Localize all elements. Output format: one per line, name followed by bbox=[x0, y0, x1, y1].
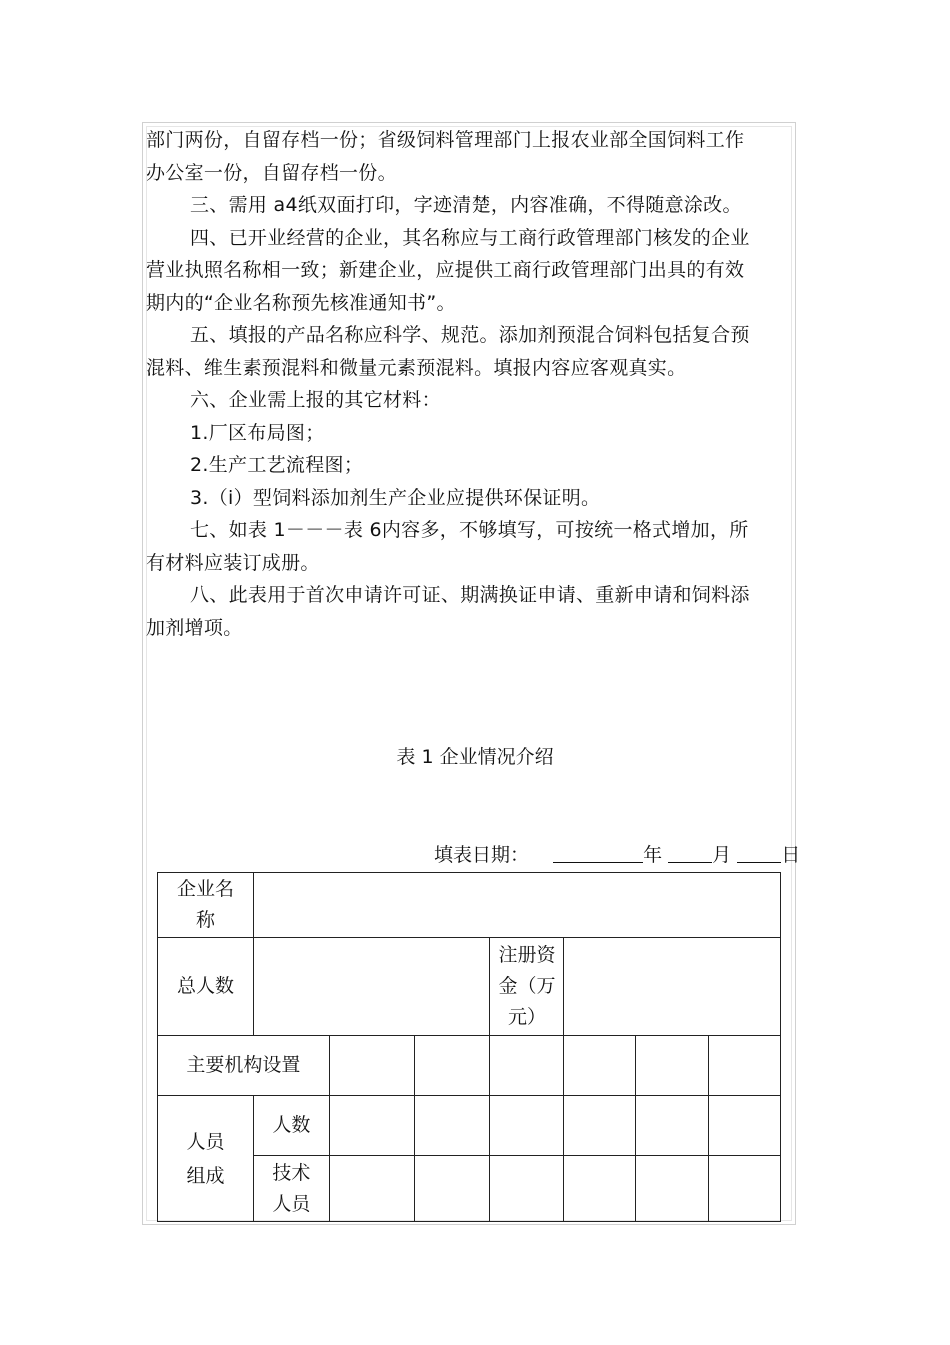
fill-date-label: 填表日期： bbox=[434, 844, 530, 866]
technical-staff-label: 技术人员 bbox=[272, 1161, 311, 1215]
headcount-label: 人数 bbox=[272, 1114, 311, 1136]
company-info-table bbox=[157, 872, 781, 1222]
technical-staff-cell-6[interactable] bbox=[709, 1156, 781, 1222]
company-name-label: 企业名称 bbox=[176, 878, 234, 931]
headcount-cell-2[interactable] bbox=[414, 1096, 490, 1156]
month-field[interactable] bbox=[668, 842, 712, 863]
headcount-label-cell bbox=[253, 1096, 329, 1156]
main-org-cell-4[interactable] bbox=[564, 1036, 636, 1096]
main-org-cell-3[interactable] bbox=[490, 1036, 564, 1096]
paragraph-item-6: 六、企业需上报的其它材料： bbox=[190, 389, 441, 411]
company-name-input[interactable] bbox=[253, 873, 780, 938]
registered-capital-input[interactable] bbox=[564, 938, 781, 1036]
technical-staff-cell-4[interactable] bbox=[564, 1156, 636, 1222]
main-org-cell-5[interactable] bbox=[636, 1036, 709, 1096]
registered-capital-label-cell bbox=[490, 938, 564, 1036]
year-label: 年 bbox=[643, 844, 663, 866]
fill-date-line bbox=[434, 841, 800, 869]
headcount-cell-4[interactable] bbox=[564, 1096, 636, 1156]
total-staff-label-cell bbox=[158, 938, 254, 1036]
list-item-1: 1.厂区布局图； bbox=[190, 421, 325, 444]
paragraph-item-4: 四、已开业经营的企业，其名称应与工商行政管理部门核发的企业营业执照名称相一致；新建企业，应提供工商行政管理部门出具的有效期内的“企业名称预先核准通知书”。 bbox=[146, 226, 750, 314]
main-org-cell-1[interactable] bbox=[329, 1036, 414, 1096]
headcount-cell-5[interactable] bbox=[636, 1096, 709, 1156]
list-item-3: 3.（i）型饲料添加剂生产企业应提供环保证明。 bbox=[190, 486, 601, 509]
headcount-cell-6[interactable] bbox=[709, 1096, 781, 1156]
technical-staff-cell-1[interactable] bbox=[329, 1156, 414, 1222]
main-org-label: 主要机构设置 bbox=[186, 1054, 301, 1076]
year-field[interactable] bbox=[553, 842, 643, 863]
day-label: 日 bbox=[781, 844, 801, 866]
main-org-cell-2[interactable] bbox=[414, 1036, 490, 1096]
registered-capital-label: 注册资金（万元） bbox=[498, 944, 556, 1028]
paragraph-item-8: 八、此表用于首次申请许可证、期满换证申请、重新申请和饲料添加剂增项。 bbox=[146, 584, 750, 639]
staff-composition-label: 人员组成 bbox=[186, 1130, 225, 1187]
paragraph-item-7: 七、如表 1－－－表 6内容多，不够填写，可按统一格式增加，所有材料应装订成册。 bbox=[146, 519, 749, 574]
headcount-cell-1[interactable] bbox=[329, 1096, 414, 1156]
table-title: 表 1 企业情况介绍 bbox=[396, 746, 554, 768]
technical-staff-cell-2[interactable] bbox=[414, 1156, 490, 1222]
total-staff-input[interactable] bbox=[253, 938, 490, 1036]
headcount-cell-3[interactable] bbox=[490, 1096, 564, 1156]
day-field[interactable] bbox=[737, 842, 781, 863]
main-org-label-cell bbox=[158, 1036, 330, 1096]
paragraph-item-5: 五、填报的产品名称应科学、规范。添加剂预混合饲料包括复合预混料、维生素预混料和微量元素预混料。填报内容应客观真实。 bbox=[146, 324, 750, 379]
list-item-2: 2.生产工艺流程图； bbox=[190, 454, 364, 476]
technical-staff-label-cell bbox=[253, 1156, 329, 1222]
staff-composition-label-cell bbox=[158, 1096, 254, 1222]
technical-staff-cell-5[interactable] bbox=[636, 1156, 709, 1222]
paragraph-continuation: 部门两份，自留存档一份；省级饲料管理部门上报农业部全国饲料工作办公室一份，自留存档一份。 bbox=[146, 129, 745, 184]
technical-staff-cell-3[interactable] bbox=[490, 1156, 564, 1222]
month-label: 月 bbox=[712, 844, 732, 866]
paragraph-item-3: 三、需用 a4纸双面打印，字迹清楚，内容准确，不得随意涂改。 bbox=[190, 194, 742, 216]
company-name-label-cell bbox=[158, 873, 254, 938]
total-staff-label: 总人数 bbox=[176, 975, 234, 997]
main-org-cell-6[interactable] bbox=[709, 1036, 781, 1096]
instructions-text bbox=[146, 124, 758, 644]
